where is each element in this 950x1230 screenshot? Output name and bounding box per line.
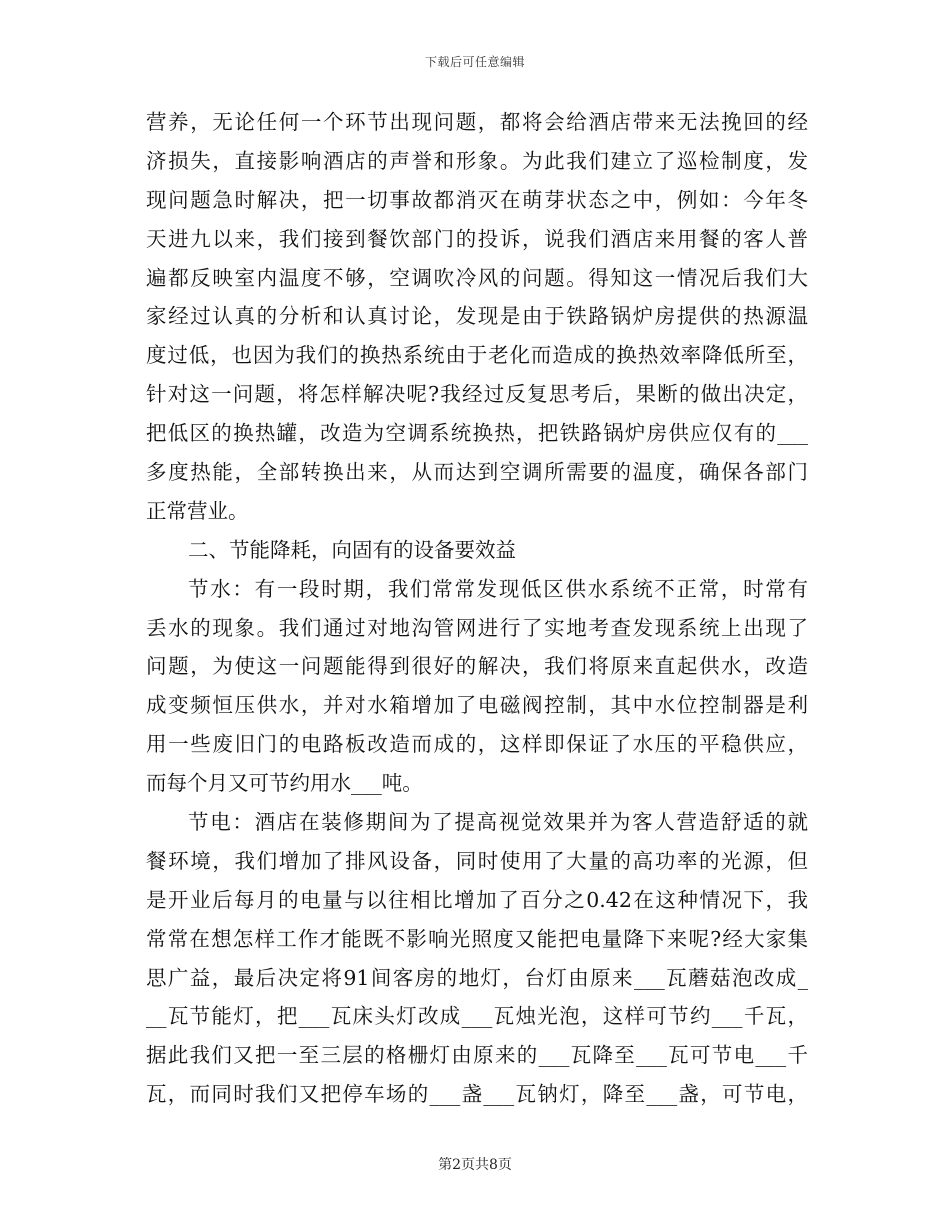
text-line: 问题，为使这一问题能得到很好的解决，我们将原来直起供水，改造 xyxy=(146,654,808,679)
text-line: 度过低，也因为我们的换热系统由于老化而造成的换热效率降低所至， xyxy=(146,343,808,368)
text-line: 把低区的换热罐，改造为空调系统换热，把铁路锅炉房供应仅有的___ xyxy=(146,421,808,446)
text-line: 家经过认真的分析和认真讨论，发现是由于铁路锅炉房提供的热源温 xyxy=(146,304,808,329)
text-line: 正常营业。 xyxy=(146,498,249,523)
paragraph-first-line: 节电：酒店在装修期间为了提高视觉效果并为客人营造舒适的就 xyxy=(188,810,808,835)
section-heading: 二、节能降耗，向固有的设备要效益 xyxy=(188,537,516,562)
text-line: 餐环境，我们增加了排风设备，同时使用了大量的高功率的光源，但 xyxy=(146,848,808,873)
text-line: 是开业后每月的电量与以往相比增加了百分之0.42在这种情况下，我 xyxy=(146,887,808,912)
text-line: 济损失，直接影响酒店的声誉和形象。为此我们建立了巡检制度，发 xyxy=(146,148,808,173)
text-line: __瓦节能灯，把___瓦床头灯改成___瓦烛光泡，这样可节约___千瓦， xyxy=(146,1004,808,1029)
text-line: 遍都反映室内温度不够，空调吹冷风的问题。得知这一情况后我们大 xyxy=(146,265,808,290)
text-line: 常常在想怎样工作才能既不影响光照度又能把电量降下来呢?经大家集 xyxy=(146,926,808,951)
text-line: 针对这一问题，将怎样解决呢?我经过反复思考后，果断的做出决定， xyxy=(146,382,808,407)
text-line: 用一些废旧门的电路板改造而成的，这样即保证了水压的平稳供应， xyxy=(146,732,808,757)
text-line: 瓦，而同时我们又把停车场的___盏___瓦钠灯，降至___盏，可节电， xyxy=(146,1082,808,1107)
page-header: 下载后可任意编辑 xyxy=(424,55,525,69)
text-line: 而每个月又可节约用水___吨。 xyxy=(146,771,423,796)
text-line: 现问题急时解决，把一切事故都消灭在萌芽状态之中，例如：今年冬 xyxy=(146,187,808,212)
text-line: 天进九以来，我们接到餐饮部门的投诉，说我们酒店来用餐的客人普 xyxy=(146,226,808,251)
text-line: 丢水的现象。我们通过对地沟管网进行了实地考查发现系统上出现了 xyxy=(146,615,808,640)
document-body xyxy=(146,103,808,1114)
text-line: 成变频恒压供水，并对水箱增加了电磁阀控制，其中水位控制器是利 xyxy=(146,693,808,718)
paragraph-first-line: 节水：有一段时期，我们常常发现低区供水系统不正常，时常有 xyxy=(188,576,808,601)
text-line: 多度热能，全部转换出来，从而达到空调所需要的温度，确保各部门 xyxy=(146,460,808,485)
text-line: 据此我们又把一至三层的格栅灯由原来的___瓦降至___瓦可节电___千 xyxy=(146,1043,808,1068)
text-line: 营养，无论任何一个环节出现问题，都将会给酒店带来无法挽回的经 xyxy=(146,110,808,134)
text-line: 思广益，最后决定将91间客房的地灯，台灯由原来___瓦蘑菇泡改成_ xyxy=(146,965,808,990)
page-number: 第2页共8页 xyxy=(438,1157,512,1173)
